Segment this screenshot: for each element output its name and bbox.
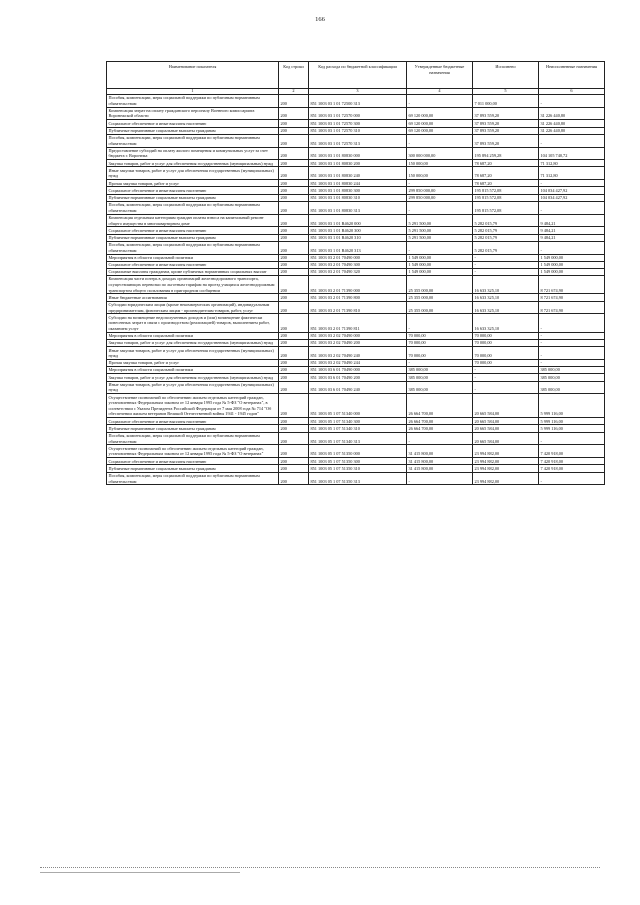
row-budget-code: 851 1003 03 2 01 70490 300 bbox=[309, 261, 407, 268]
row-line-code: 200 bbox=[279, 187, 309, 194]
row-executed: 70 000,00 bbox=[473, 332, 539, 339]
row-budget-code: 851 1003 05 1 07 51350 000 bbox=[309, 445, 407, 458]
row-budget-code: 851 1003 03 1 01 80830 300 bbox=[309, 187, 407, 194]
row-budget-code: 851 1003 03 2 02 70490 000 bbox=[309, 332, 407, 339]
row-budget-code: 851 1003 03 6 01 70490 200 bbox=[309, 374, 407, 381]
row-remaining: - bbox=[539, 472, 605, 485]
row-budget-code: 851 1003 03 1 01 72570 313 bbox=[309, 134, 407, 147]
row-line-code: 200 bbox=[279, 107, 309, 120]
table-row bbox=[107, 241, 605, 254]
row-executed: 70 000,00 bbox=[473, 340, 539, 347]
table-row bbox=[107, 194, 605, 201]
row-remaining: - bbox=[539, 134, 605, 147]
row-line-code: 200 bbox=[279, 227, 309, 234]
row-remaining: - bbox=[539, 432, 605, 445]
row-remaining: 8 721 674,90 bbox=[539, 276, 605, 294]
row-line-code: 200 bbox=[279, 268, 309, 275]
row-executed: 37 893 559,20 bbox=[473, 127, 539, 134]
row-name: Предоставление субсидий на оплату жилого помещения и коммунальных услуг за счет бюджета г. Воронежа bbox=[107, 147, 279, 160]
header-line-code: Код строки bbox=[279, 62, 309, 89]
row-approved: - bbox=[407, 94, 473, 107]
row-executed: 70 000,00 bbox=[473, 359, 539, 366]
header-remaining: Неисполненные назначения bbox=[539, 62, 605, 89]
row-name: Мероприятия в области социальной политики bbox=[107, 367, 279, 374]
row-executed: - bbox=[473, 254, 539, 261]
row-approved: 150 000,00 bbox=[407, 167, 473, 180]
row-approved: 5 291 500,00 bbox=[407, 234, 473, 241]
row-executed: 5 282 015,79 bbox=[473, 227, 539, 234]
row-executed: 5 282 015,79 bbox=[473, 234, 539, 241]
row-remaining: 104 034 427,92 bbox=[539, 194, 605, 201]
row-name: Осуществление полномочий по обеспечению жильем отдельных категорий граждан, установленных Федеральным законом от 12 января 1995 года № 5-ФЗ "О ветеранах" bbox=[107, 445, 279, 458]
table-row bbox=[107, 359, 605, 366]
col-number: 5 bbox=[473, 89, 539, 95]
row-budget-code: 851 1003 03 1 01 R4620 310 bbox=[309, 234, 407, 241]
col-number: 3 bbox=[309, 89, 407, 95]
row-approved: 1 549 000,00 bbox=[407, 261, 473, 268]
row-approved: 26 664 700,00 bbox=[407, 425, 473, 432]
row-name: Социальное обеспечение и иные выплаты населению bbox=[107, 187, 279, 194]
row-line-code: 200 bbox=[279, 261, 309, 268]
row-remaining: 9 484,21 bbox=[539, 214, 605, 227]
row-line-code: 200 bbox=[279, 167, 309, 180]
row-line-code: 200 bbox=[279, 367, 309, 374]
row-executed: - bbox=[473, 381, 539, 394]
row-line-code: 200 bbox=[279, 359, 309, 366]
row-remaining: 1 549 000,00 bbox=[539, 268, 605, 275]
row-line-code: 200 bbox=[279, 418, 309, 425]
row-line-code: 200 bbox=[279, 340, 309, 347]
row-name: Публичные нормативные социальные выплаты гражданам bbox=[107, 425, 279, 432]
table-row bbox=[107, 167, 605, 180]
row-approved: 299 850 000,00 bbox=[407, 194, 473, 201]
row-remaining: 9 484,21 bbox=[539, 234, 605, 241]
row-line-code: 200 bbox=[279, 214, 309, 227]
row-approved: 31 415 800,00 bbox=[407, 458, 473, 465]
row-budget-code: 851 1003 03 1 01 80830 240 bbox=[309, 167, 407, 180]
row-remaining: 1 549 000,00 bbox=[539, 261, 605, 268]
row-budget-code: 851 1003 03 2 01 71390 800 bbox=[309, 294, 407, 301]
row-budget-code: 851 1003 05 1 07 51340 300 bbox=[309, 418, 407, 425]
row-name: Закупка товаров, работ и услуг для обеспечения государственных (муниципальных) нужд bbox=[107, 340, 279, 347]
row-name: Компенсация затрат на оплату гражданского персоналу Военного комиссариата Воронежской области bbox=[107, 107, 279, 120]
row-executed: 20 665 584,00 bbox=[473, 425, 539, 432]
row-approved: 25 355 000,00 bbox=[407, 301, 473, 314]
table-row bbox=[107, 367, 605, 374]
row-name: Компенсация части потерь в доходах организаций железнодорожного транспорта, осуществляющих перевозки по льготным тарифам на проезд учащихся железнодорожным транспортом общего пользования в пригородном сообщении bbox=[107, 276, 279, 294]
row-budget-code: 851 1003 03 1 01 R4620 000 bbox=[309, 214, 407, 227]
table-row bbox=[107, 294, 605, 301]
row-approved: 1 549 000,00 bbox=[407, 268, 473, 275]
row-approved: 70 000,00 bbox=[407, 340, 473, 347]
row-name: Социальное обеспечение и иные выплаты населению bbox=[107, 120, 279, 127]
table-row bbox=[107, 261, 605, 268]
row-line-code: 200 bbox=[279, 234, 309, 241]
row-budget-code: 851 1003 03 2 01 71390 000 bbox=[309, 276, 407, 294]
table-row bbox=[107, 381, 605, 394]
row-approved: - bbox=[407, 134, 473, 147]
row-executed: 37 893 559,20 bbox=[473, 120, 539, 127]
row-budget-code: 851 1003 03 2 02 70490 244 bbox=[309, 359, 407, 366]
row-name: Публичные нормативные социальные выплаты гражданам bbox=[107, 194, 279, 201]
row-remaining: 9 484,21 bbox=[539, 227, 605, 234]
row-executed: 23 994 882,00 bbox=[473, 458, 539, 465]
table-body bbox=[107, 94, 605, 485]
row-line-code: 200 bbox=[279, 432, 309, 445]
row-approved: 25 355 000,00 bbox=[407, 276, 473, 294]
row-line-code: 200 bbox=[279, 381, 309, 394]
row-approved: 25 355 000,00 bbox=[407, 294, 473, 301]
row-remaining: 8 721 674,90 bbox=[539, 294, 605, 301]
row-remaining: - bbox=[539, 332, 605, 339]
row-executed: 195 815 572,08 bbox=[473, 187, 539, 194]
row-approved: - bbox=[407, 241, 473, 254]
table-row bbox=[107, 234, 605, 241]
row-approved: 5 291 500,00 bbox=[407, 227, 473, 234]
row-name: Осуществление полномочий по обеспечению жильем отдельных категорий граждан, установленных Федеральным законом от 12 января 1995 года № 5-ФЗ "О ветеранах", в соответствии с Указом Президента Российской Федерации от 7 мая 2008 года № 714 "Об обеспечении жильем ветеранов Великой Отечественной войны 1941 - 1945 годов" bbox=[107, 394, 279, 418]
row-approved: 69 120 000,00 bbox=[407, 127, 473, 134]
row-approved: 385 000,00 bbox=[407, 374, 473, 381]
row-approved: - bbox=[407, 314, 473, 332]
header-budget-code: Код расхода по бюджетной классификации bbox=[309, 62, 407, 89]
row-executed: 23 994 882,00 bbox=[473, 445, 539, 458]
row-remaining: 385 000,00 bbox=[539, 367, 605, 374]
table-row bbox=[107, 301, 605, 314]
row-remaining: 7 420 918,00 bbox=[539, 465, 605, 472]
row-executed: 195 894 259,28 bbox=[473, 147, 539, 160]
row-name: Социальное обеспечение и иные выплаты населению bbox=[107, 227, 279, 234]
header-approved: Утвержденные бюджетные назначения bbox=[407, 62, 473, 89]
page-number: 166 bbox=[315, 16, 325, 23]
row-remaining: 385 000,00 bbox=[539, 374, 605, 381]
row-line-code: 200 bbox=[279, 458, 309, 465]
table-row bbox=[107, 445, 605, 458]
row-approved: - bbox=[407, 180, 473, 187]
table-row bbox=[107, 120, 605, 127]
table-row bbox=[107, 254, 605, 261]
table-row bbox=[107, 465, 605, 472]
row-line-code: 200 bbox=[279, 347, 309, 360]
row-budget-code: 851 1003 03 2 01 71390 810 bbox=[309, 301, 407, 314]
row-remaining: 385 000,00 bbox=[539, 381, 605, 394]
row-budget-code: 851 1003 03 1 01 80830 313 bbox=[309, 201, 407, 214]
table-row bbox=[107, 147, 605, 160]
row-line-code: 200 bbox=[279, 332, 309, 339]
row-line-code: 200 bbox=[279, 201, 309, 214]
row-name: Закупка товаров, работ и услуг для обеспечения государственных (муниципальных) нужд bbox=[107, 374, 279, 381]
row-line-code: 200 bbox=[279, 120, 309, 127]
row-remaining: 5 999 116,00 bbox=[539, 425, 605, 432]
row-approved: 26 664 700,00 bbox=[407, 418, 473, 425]
row-name: Публичные нормативные социальные выплаты гражданам bbox=[107, 127, 279, 134]
row-line-code: 200 bbox=[279, 180, 309, 187]
row-remaining: - bbox=[539, 347, 605, 360]
table-row bbox=[107, 134, 605, 147]
row-name: Пособия, компенсации, меры социальной поддержки по публичным нормативным обязательствам bbox=[107, 432, 279, 445]
row-executed: - bbox=[473, 374, 539, 381]
row-name: Иные закупки товаров, работ и услуг для обеспечения государственных (муниципальных) нужд bbox=[107, 347, 279, 360]
row-remaining: - bbox=[539, 241, 605, 254]
row-budget-code: 851 1003 03 1 01 72570 000 bbox=[309, 107, 407, 120]
row-name: Мероприятия в области социальной политики bbox=[107, 332, 279, 339]
row-budget-code: 851 1003 03 6 01 70490 000 bbox=[309, 367, 407, 374]
row-name: Социальное обеспечение и иные выплаты населению bbox=[107, 418, 279, 425]
row-remaining: 7 420 918,00 bbox=[539, 458, 605, 465]
row-line-code: 200 bbox=[279, 314, 309, 332]
table-row bbox=[107, 432, 605, 445]
table-row bbox=[107, 340, 605, 347]
table-row bbox=[107, 347, 605, 360]
row-remaining: 1 549 000,00 bbox=[539, 254, 605, 261]
row-budget-code: 851 1003 03 1 01 80830 200 bbox=[309, 160, 407, 167]
row-remaining: 31 226 440,80 bbox=[539, 120, 605, 127]
col-number: 4 bbox=[407, 89, 473, 95]
row-executed: 16 633 325,10 bbox=[473, 276, 539, 294]
row-approved: 69 120 000,00 bbox=[407, 120, 473, 127]
row-budget-code: 851 1003 03 1 01 72570 300 bbox=[309, 120, 407, 127]
row-name: Иные бюджетные ассигнования bbox=[107, 294, 279, 301]
col-number: 2 bbox=[279, 89, 309, 95]
row-executed: 20 665 584,00 bbox=[473, 394, 539, 418]
table-row bbox=[107, 276, 605, 294]
row-budget-code: 851 1003 05 1 07 51350 310 bbox=[309, 465, 407, 472]
row-line-code: 200 bbox=[279, 194, 309, 201]
row-budget-code: 851 1003 03 1 01 80830 000 bbox=[309, 147, 407, 160]
row-executed: 16 633 325,10 bbox=[473, 314, 539, 332]
row-budget-code: 851 1003 05 1 07 51350 313 bbox=[309, 472, 407, 485]
row-name: Субсидии юридическим лицам (кроме некоммерческих организаций), индивидуальным предпринимателям, физическим лицам - производителям товаров, работ, услуг bbox=[107, 301, 279, 314]
table-row bbox=[107, 418, 605, 425]
table-header-row bbox=[107, 62, 605, 89]
row-remaining: 71 312,80 bbox=[539, 160, 605, 167]
header-name: Наименование показателя bbox=[107, 62, 279, 89]
row-name: Закупка товаров, работ и услуг для обеспечения государственных (муниципальных) нужд bbox=[107, 160, 279, 167]
row-name: Компенсация отдельным категориям граждан оплаты взноса на капитальный ремонт общего имущества в многоквартирном доме bbox=[107, 214, 279, 227]
row-name: Социальное обеспечение и иные выплаты населению bbox=[107, 458, 279, 465]
row-line-code: 200 bbox=[279, 465, 309, 472]
row-executed: 78 687,20 bbox=[473, 160, 539, 167]
row-name: Пособия, компенсации, меры социальной поддержки по публичным нормативным обязательствам bbox=[107, 134, 279, 147]
table-row bbox=[107, 214, 605, 227]
row-name: Пособия, компенсации, меры социальной поддержки по публичным нормативным обязательствам bbox=[107, 201, 279, 214]
row-name: Иные закупки товаров, работ и услуг для обеспечения государственных (муниципальных) нужд bbox=[107, 381, 279, 394]
table-row bbox=[107, 180, 605, 187]
table-row bbox=[107, 314, 605, 332]
row-executed: 37 893 559,20 bbox=[473, 134, 539, 147]
row-line-code: 200 bbox=[279, 294, 309, 301]
row-budget-code: 851 1003 03 1 01 R4620 300 bbox=[309, 227, 407, 234]
row-approved: 70 000,00 bbox=[407, 347, 473, 360]
row-remaining: 7 420 918,00 bbox=[539, 445, 605, 458]
row-approved: 300 000 000,00 bbox=[407, 147, 473, 160]
row-executed: 23 994 882,00 bbox=[473, 465, 539, 472]
row-remaining: - bbox=[539, 180, 605, 187]
row-approved: 385 000,00 bbox=[407, 381, 473, 394]
row-approved: - bbox=[407, 432, 473, 445]
row-remaining: 31 226 440,80 bbox=[539, 127, 605, 134]
row-approved: 299 850 000,00 bbox=[407, 187, 473, 194]
row-approved: 69 120 000,00 bbox=[407, 107, 473, 120]
row-remaining: 5 999 116,00 bbox=[539, 394, 605, 418]
row-name: Прочая закупка товаров, работ и услуг bbox=[107, 180, 279, 187]
table-row bbox=[107, 227, 605, 234]
row-line-code: 200 bbox=[279, 94, 309, 107]
row-approved: - bbox=[407, 472, 473, 485]
row-executed: 20 665 584,00 bbox=[473, 418, 539, 425]
row-executed: 78 687,20 bbox=[473, 167, 539, 180]
row-name: Публичные нормативные социальные выплаты гражданам bbox=[107, 465, 279, 472]
row-executed: 16 633 325,10 bbox=[473, 294, 539, 301]
row-executed: - bbox=[473, 367, 539, 374]
row-budget-code: 851 1003 03 2 01 70490 320 bbox=[309, 268, 407, 275]
row-executed: 16 633 325,10 bbox=[473, 301, 539, 314]
table-row bbox=[107, 332, 605, 339]
row-budget-code: 851 1003 03 1 01 72500 313 bbox=[309, 94, 407, 107]
row-line-code: 200 bbox=[279, 147, 309, 160]
row-remaining: 104 034 427,92 bbox=[539, 187, 605, 194]
col-number: 1 bbox=[107, 89, 279, 95]
row-remaining: - bbox=[539, 201, 605, 214]
table-row bbox=[107, 425, 605, 432]
row-name: Пособия, компенсации, меры социальной поддержки по публичным нормативным обязательствам bbox=[107, 94, 279, 107]
budget-execution-table bbox=[106, 61, 605, 485]
row-executed: 23 994 882,00 bbox=[473, 472, 539, 485]
row-name: Субсидии на возмещение недополученных доходов и (или) возмещение фактически понесенных затрат в связи с производством (реализацией) товаров, выполнением работ, оказанием услуг bbox=[107, 314, 279, 332]
row-budget-code: 851 1003 05 1 07 51340 313 bbox=[309, 432, 407, 445]
row-approved: 150 000,00 bbox=[407, 160, 473, 167]
row-remaining: 31 226 440,80 bbox=[539, 107, 605, 120]
row-budget-code: 851 1003 03 6 01 70490 240 bbox=[309, 381, 407, 394]
row-executed: 195 815 572,08 bbox=[473, 201, 539, 214]
row-budget-code: 851 1003 03 1 01 72570 310 bbox=[309, 127, 407, 134]
col-number: 6 bbox=[539, 89, 605, 95]
row-budget-code: 851 1003 03 2 01 70490 000 bbox=[309, 254, 407, 261]
footer-line bbox=[40, 872, 240, 873]
row-line-code: 200 bbox=[279, 472, 309, 485]
row-name: Публичные нормативные социальные выплаты гражданам bbox=[107, 234, 279, 241]
row-line-code: 200 bbox=[279, 301, 309, 314]
table-row bbox=[107, 201, 605, 214]
table-row bbox=[107, 472, 605, 485]
row-executed: 5 282 015,79 bbox=[473, 241, 539, 254]
row-remaining: 104 105 740,72 bbox=[539, 147, 605, 160]
row-name: Пособия, компенсации, меры социальной поддержки по публичным нормативным обязательствам bbox=[107, 472, 279, 485]
row-approved: 5 291 500,00 bbox=[407, 214, 473, 227]
row-remaining: - bbox=[539, 94, 605, 107]
table-row bbox=[107, 160, 605, 167]
row-budget-code: 851 1003 03 1 01 80830 310 bbox=[309, 194, 407, 201]
row-line-code: 200 bbox=[279, 160, 309, 167]
row-line-code: 200 bbox=[279, 241, 309, 254]
row-budget-code: 851 1003 03 2 02 70490 240 bbox=[309, 347, 407, 360]
row-name: Мероприятия в области социальной политики bbox=[107, 254, 279, 261]
table-row bbox=[107, 187, 605, 194]
row-budget-code: 851 1003 03 2 01 71390 811 bbox=[309, 314, 407, 332]
row-line-code: 200 bbox=[279, 394, 309, 418]
row-executed: 5 282 015,79 bbox=[473, 214, 539, 227]
row-line-code: 200 bbox=[279, 254, 309, 261]
row-budget-code: 851 1003 03 1 01 80830 244 bbox=[309, 180, 407, 187]
row-remaining: 8 721 674,90 bbox=[539, 301, 605, 314]
row-remaining: - bbox=[539, 359, 605, 366]
table-row bbox=[107, 458, 605, 465]
row-budget-code: 851 1003 05 1 07 51340 310 bbox=[309, 425, 407, 432]
table-row bbox=[107, 394, 605, 418]
row-approved: 70 000,00 bbox=[407, 332, 473, 339]
row-line-code: 200 bbox=[279, 425, 309, 432]
row-remaining: - bbox=[539, 314, 605, 332]
row-executed: - bbox=[473, 261, 539, 268]
header-executed: Исполнено bbox=[473, 62, 539, 89]
table-row bbox=[107, 94, 605, 107]
table-row bbox=[107, 127, 605, 134]
row-approved: 31 415 800,00 bbox=[407, 445, 473, 458]
row-line-code: 200 bbox=[279, 445, 309, 458]
footer-divider bbox=[40, 867, 600, 868]
row-executed: 37 893 559,20 bbox=[473, 107, 539, 120]
row-name: Социальное обеспечение и иные выплаты населению bbox=[107, 261, 279, 268]
table-row bbox=[107, 374, 605, 381]
row-budget-code: 851 1003 05 1 07 51340 000 bbox=[309, 394, 407, 418]
row-executed: 7 011 000,00 bbox=[473, 94, 539, 107]
row-name: Пособия, компенсации, меры социальной поддержки по публичным нормативным обязательствам bbox=[107, 241, 279, 254]
row-name: Иные закупки товаров, работ и услуг для обеспечения государственных (муниципальных) нужд bbox=[107, 167, 279, 180]
row-approved: - bbox=[407, 359, 473, 366]
row-approved: 385 000,00 bbox=[407, 367, 473, 374]
row-executed: - bbox=[473, 268, 539, 275]
row-name: Прочая закупка товаров, работ и услуг bbox=[107, 359, 279, 366]
row-executed: 78 687,20 bbox=[473, 180, 539, 187]
row-remaining: 5 999 116,00 bbox=[539, 418, 605, 425]
row-executed: 20 665 584,00 bbox=[473, 432, 539, 445]
table-row bbox=[107, 268, 605, 275]
row-line-code: 200 bbox=[279, 134, 309, 147]
row-remaining: - bbox=[539, 340, 605, 347]
row-budget-code: 851 1003 03 1 01 R4620 313 bbox=[309, 241, 407, 254]
row-line-code: 200 bbox=[279, 276, 309, 294]
row-line-code: 200 bbox=[279, 127, 309, 134]
row-budget-code: 851 1003 03 2 02 70490 200 bbox=[309, 340, 407, 347]
row-budget-code: 851 1003 05 1 07 51350 300 bbox=[309, 458, 407, 465]
row-approved: 31 415 800,00 bbox=[407, 465, 473, 472]
row-approved: - bbox=[407, 201, 473, 214]
table-row bbox=[107, 107, 605, 120]
row-name: Социальные выплаты гражданам, кроме публичных нормативных социальных выплат bbox=[107, 268, 279, 275]
row-executed: 70 000,00 bbox=[473, 347, 539, 360]
row-line-code: 200 bbox=[279, 374, 309, 381]
row-approved: 1 549 000,00 bbox=[407, 254, 473, 261]
row-executed: 195 815 572,08 bbox=[473, 194, 539, 201]
row-approved: 26 664 700,00 bbox=[407, 394, 473, 418]
row-remaining: 71 312,80 bbox=[539, 167, 605, 180]
